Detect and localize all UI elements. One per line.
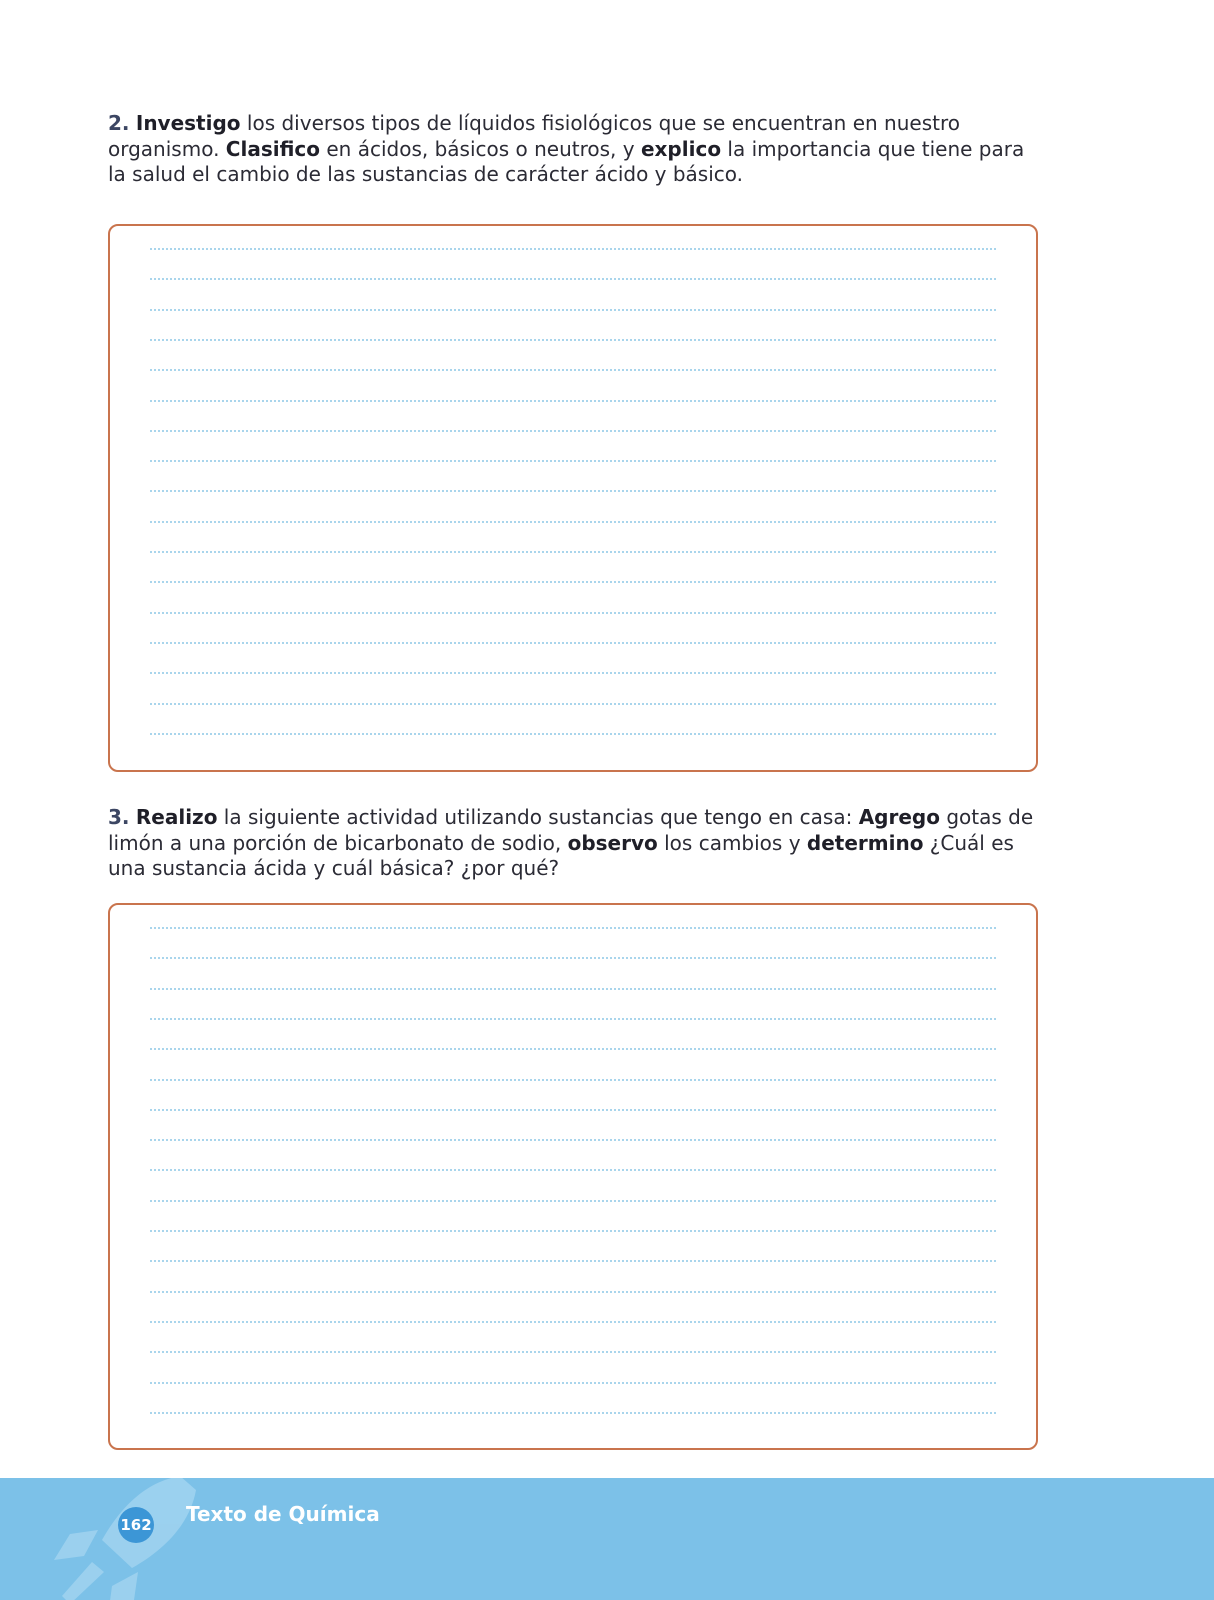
question-3-number: 3. — [108, 805, 130, 829]
writing-line — [150, 1412, 996, 1414]
writing-line — [150, 1321, 996, 1323]
writing-line — [150, 927, 996, 929]
page-footer — [0, 1478, 1214, 1600]
bold-keyword: Agrego — [858, 805, 940, 829]
question-text-segment: la siguiente actividad utilizando sustancias que tengo en casa: — [217, 805, 859, 829]
writing-line — [150, 642, 996, 644]
writing-line — [150, 1260, 996, 1262]
bold-keyword: Clasifico — [225, 136, 321, 161]
writing-line — [150, 248, 996, 250]
writing-line — [150, 1351, 996, 1353]
answer-box-question-3[interactable] — [108, 903, 1038, 1450]
bold-keyword: Realizo — [135, 805, 218, 829]
writing-line — [150, 733, 996, 735]
writing-line — [150, 339, 996, 341]
writing-line — [150, 1018, 996, 1020]
writing-line — [150, 1200, 996, 1202]
question-2-text — [108, 111, 1024, 186]
writing-line — [150, 309, 996, 311]
question-text-segment: la importancia que tiene para la salud el cambio de las sustancias de carácter ácido y básico. — [108, 136, 1025, 186]
writing-line — [150, 1139, 996, 1141]
writing-line — [150, 957, 996, 959]
bold-keyword: explico — [640, 136, 722, 161]
writing-line — [150, 1230, 996, 1232]
writing-line — [150, 1048, 996, 1050]
question-text-segment: los cambios y — [657, 830, 807, 855]
writing-line — [150, 1109, 996, 1111]
writing-line — [150, 1291, 996, 1293]
bold-keyword: observo — [567, 830, 658, 855]
writing-line — [150, 1169, 996, 1171]
page-number: 162 — [118, 1507, 154, 1543]
writing-line — [150, 1079, 996, 1081]
writing-line — [150, 490, 996, 492]
writing-line — [150, 369, 996, 371]
writing-line — [150, 551, 996, 553]
writing-line — [150, 430, 996, 432]
question-2 — [108, 111, 1048, 188]
question-text-segment: ¿Cuál es una sustancia ácida y cuál básica? ¿por qué? — [108, 830, 1014, 880]
writing-line — [150, 988, 996, 990]
book-title: Texto de Química — [186, 1502, 380, 1526]
writing-line — [150, 400, 996, 402]
writing-line — [150, 612, 996, 614]
question-text-segment: en ácidos, básicos o neutros, y — [320, 136, 641, 161]
question-2-number: 2. — [108, 111, 130, 135]
writing-line — [150, 1382, 996, 1384]
writing-line — [150, 703, 996, 705]
writing-line — [150, 672, 996, 674]
answer-box-question-2[interactable] — [108, 224, 1038, 772]
writing-line — [150, 581, 996, 583]
writing-line — [150, 521, 996, 523]
question-3 — [108, 805, 1048, 882]
bold-keyword: determino — [806, 830, 924, 855]
writing-line — [150, 460, 996, 462]
question-text-segment: los diversos tipos de líquidos fisiológicos que se encuentran en nuestro organismo. — [108, 111, 960, 161]
question-text-segment: gotas de limón a una porción de bicarbonato de sodio, — [108, 805, 1034, 855]
question-3-text — [108, 805, 1033, 880]
writing-line — [150, 278, 996, 280]
bold-keyword: Investigo — [135, 111, 241, 135]
